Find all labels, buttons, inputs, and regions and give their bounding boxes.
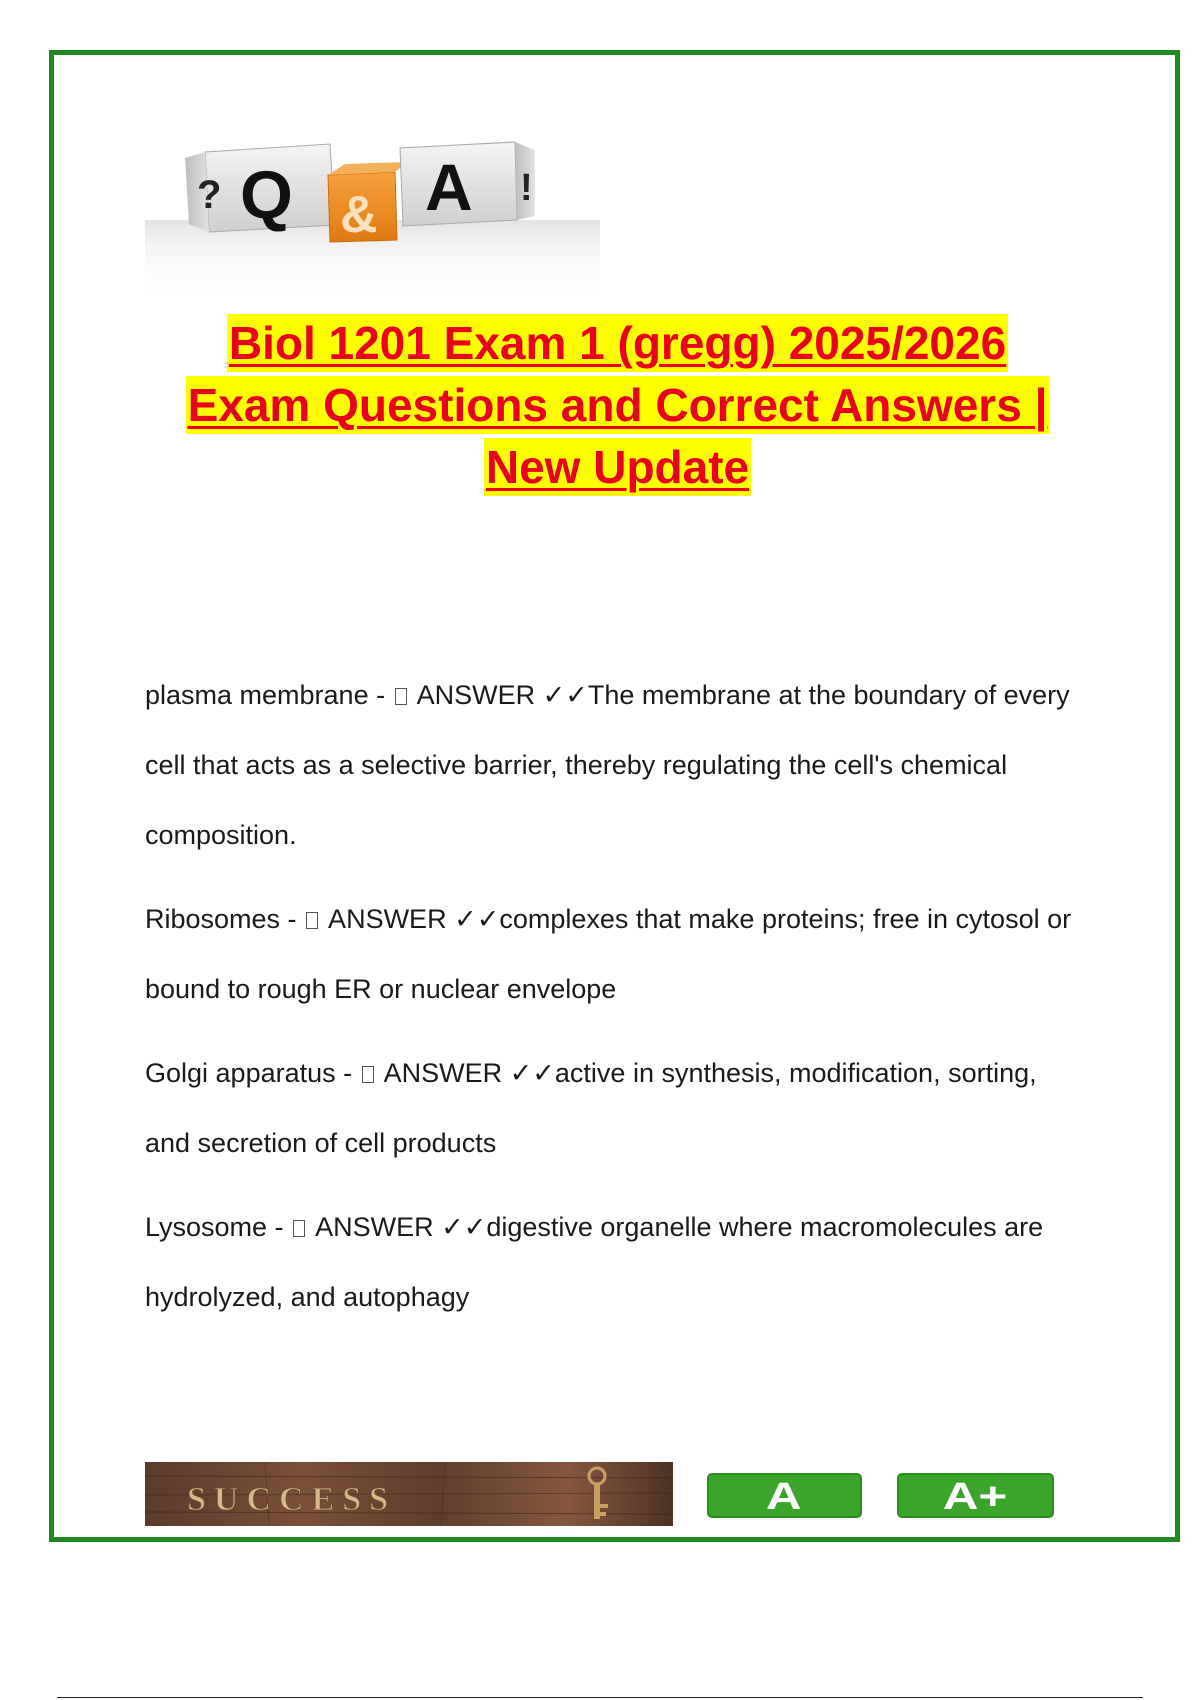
entry-definition: complexes that make proteins; free in cytosol or bound to rough ER or nuclear envelope	[145, 904, 1072, 1004]
success-banner	[145, 1462, 673, 1526]
entry-definition: digestive organelle where macromolecules are hydrolyzed, and autophagy	[145, 1212, 1044, 1312]
missing-glyph-icon	[306, 912, 318, 929]
document-title	[100, 312, 1135, 498]
missing-glyph-icon	[362, 1066, 374, 1083]
entry-definition: The membrane at the boundary of every cell that acts as a selective barrier, thereby regulating the cell's chemical composition.	[145, 680, 1070, 850]
entry-answer-label: ANSWER	[309, 1212, 442, 1242]
qa-entry	[145, 1192, 1085, 1332]
entry-answer-label: ANSWER	[322, 904, 455, 934]
title-line-1: Biol 1201 Exam 1 (gregg) 2025/2026	[227, 314, 1008, 372]
entry-term: Lysosome -	[145, 1212, 292, 1242]
double-check-icon: ✓✓	[441, 1212, 487, 1242]
double-check-icon: ✓✓	[454, 904, 500, 934]
logo-left-mark: ?	[197, 173, 222, 217]
entry-term: Golgi apparatus -	[145, 1058, 360, 1088]
missing-glyph-icon	[293, 1220, 305, 1237]
entry-term: plasma membrane -	[145, 680, 393, 710]
qa-entry	[145, 884, 1085, 1024]
logo-q-letter: Q	[240, 157, 293, 233]
title-line-2: Exam Questions and Correct Answers |	[186, 376, 1050, 434]
entry-answer-label: ANSWER	[410, 680, 543, 710]
title-line-3: New Update	[484, 438, 751, 496]
logo-amp: &	[340, 186, 378, 244]
grade-aplus-label: A+	[942, 1475, 1008, 1518]
qa-entry	[145, 1038, 1085, 1178]
grade-aplus-badge	[897, 1473, 1054, 1518]
double-check-icon: ✓✓	[509, 1058, 555, 1088]
bottom-rule	[57, 1697, 1143, 1698]
qa-logo	[145, 120, 600, 300]
missing-glyph-icon	[395, 688, 407, 705]
qa-entry	[145, 660, 1085, 870]
entry-answer-label: ANSWER	[377, 1058, 510, 1088]
qa-list	[145, 660, 1085, 1346]
grade-a-label: A	[765, 1475, 802, 1518]
success-text: SUCCESS	[187, 1481, 397, 1518]
entry-term: Ribosomes -	[145, 904, 305, 934]
logo-right-mark: !	[520, 167, 533, 209]
entry-definition: active in synthesis, modification, sorting, and secretion of cell products	[145, 1058, 1037, 1158]
double-check-icon: ✓✓	[542, 680, 588, 710]
logo-a-letter: A	[425, 150, 473, 224]
grade-a-badge	[707, 1473, 862, 1518]
